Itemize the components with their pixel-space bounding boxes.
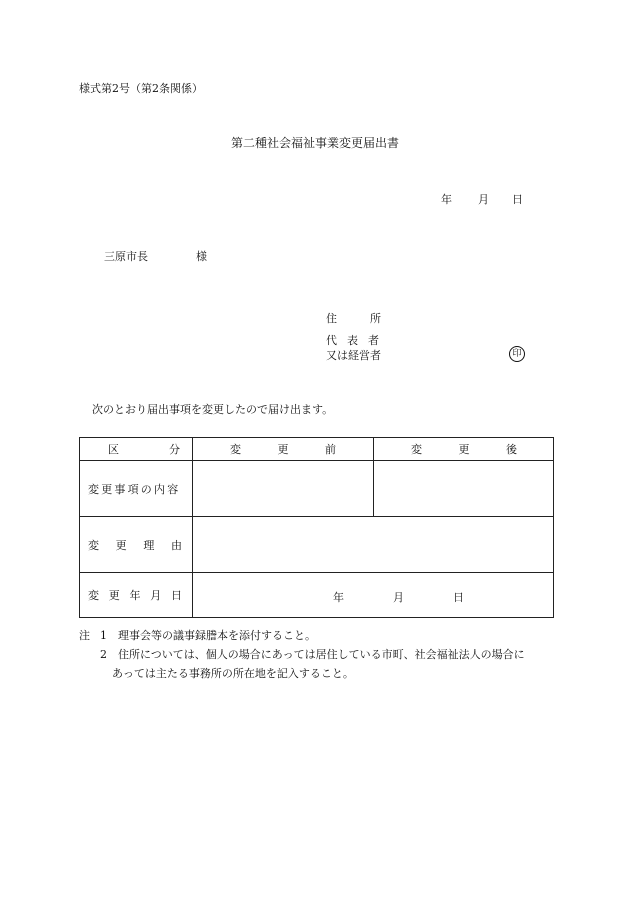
table-row-content xyxy=(80,461,554,517)
content-after-cell[interactable] xyxy=(374,461,554,517)
row-label-content xyxy=(80,461,193,517)
header-category-char: 分 xyxy=(169,443,180,456)
table-header-row xyxy=(80,438,554,461)
header-after xyxy=(374,438,554,461)
table-row-change-date xyxy=(80,573,554,618)
table-row-reason xyxy=(80,517,554,573)
header-before-char: 前 xyxy=(325,443,336,456)
change-date-month-unit: 月 xyxy=(393,591,404,604)
header-before-char: 更 xyxy=(277,443,289,456)
change-date-label-char: 月 xyxy=(150,589,162,602)
change-date-label-char: 変 xyxy=(88,589,99,602)
form-number: 様式第2号（第2条関係） xyxy=(79,82,203,95)
change-date-day-unit: 日 xyxy=(453,591,464,604)
date-day-unit: 日 xyxy=(512,193,523,206)
change-date-label-char: 年 xyxy=(129,589,141,602)
reason-label-char: 理 xyxy=(143,538,155,552)
content-label-text: 変更事項の内容 xyxy=(88,482,181,496)
change-date-label-char: 更 xyxy=(108,589,120,602)
address-label-part2: 所 xyxy=(370,312,381,325)
reason-label-char: 更 xyxy=(115,538,127,552)
header-after-char: 変 xyxy=(411,443,422,456)
date-year-unit: 年 xyxy=(441,193,452,206)
content-before-cell[interactable] xyxy=(193,461,374,517)
header-before xyxy=(193,438,374,461)
change-date-label-char: 日 xyxy=(171,589,182,602)
note-item: 2 住所については、個人の場合にあっては居住している市町、社会福祉法人の場合に xyxy=(100,648,525,661)
reason-label-char: 変 xyxy=(88,538,99,552)
note-item: 1 理事会等の議事録謄本を添付すること。 xyxy=(100,629,316,642)
addressee-name: 三原市長 xyxy=(104,250,148,263)
addressee-honorific: 様 xyxy=(196,250,207,263)
change-date-year-unit: 年 xyxy=(333,591,344,604)
reason-cell[interactable] xyxy=(193,517,554,573)
address-label-part1: 住 xyxy=(326,312,337,325)
row-label-change-date xyxy=(80,573,193,618)
change-date-cell[interactable] xyxy=(193,573,554,618)
header-category-char: 区 xyxy=(108,443,119,456)
seal-mark: 印 xyxy=(509,346,525,362)
header-before-char: 変 xyxy=(230,443,241,456)
reason-label-char: 由 xyxy=(170,538,182,552)
header-category xyxy=(80,438,193,461)
change-details-table xyxy=(79,437,554,618)
operator-label: 又は経営者 xyxy=(326,349,381,362)
intro-text: 次のとおり届出事項を変更したので届け出ます。 xyxy=(92,403,334,416)
document-title: 第二種社会福祉事業変更届出書 xyxy=(230,136,399,150)
header-after-char: 後 xyxy=(506,443,517,456)
representative-label: 代表者 xyxy=(326,334,389,347)
header-after-char: 更 xyxy=(458,443,470,456)
note-item-continuation: あっては主たる事務所の所在地を記入すること。 xyxy=(112,667,354,680)
notes-heading: 注 xyxy=(79,629,90,642)
row-label-reason xyxy=(80,517,193,573)
date-month-unit: 月 xyxy=(478,193,489,206)
